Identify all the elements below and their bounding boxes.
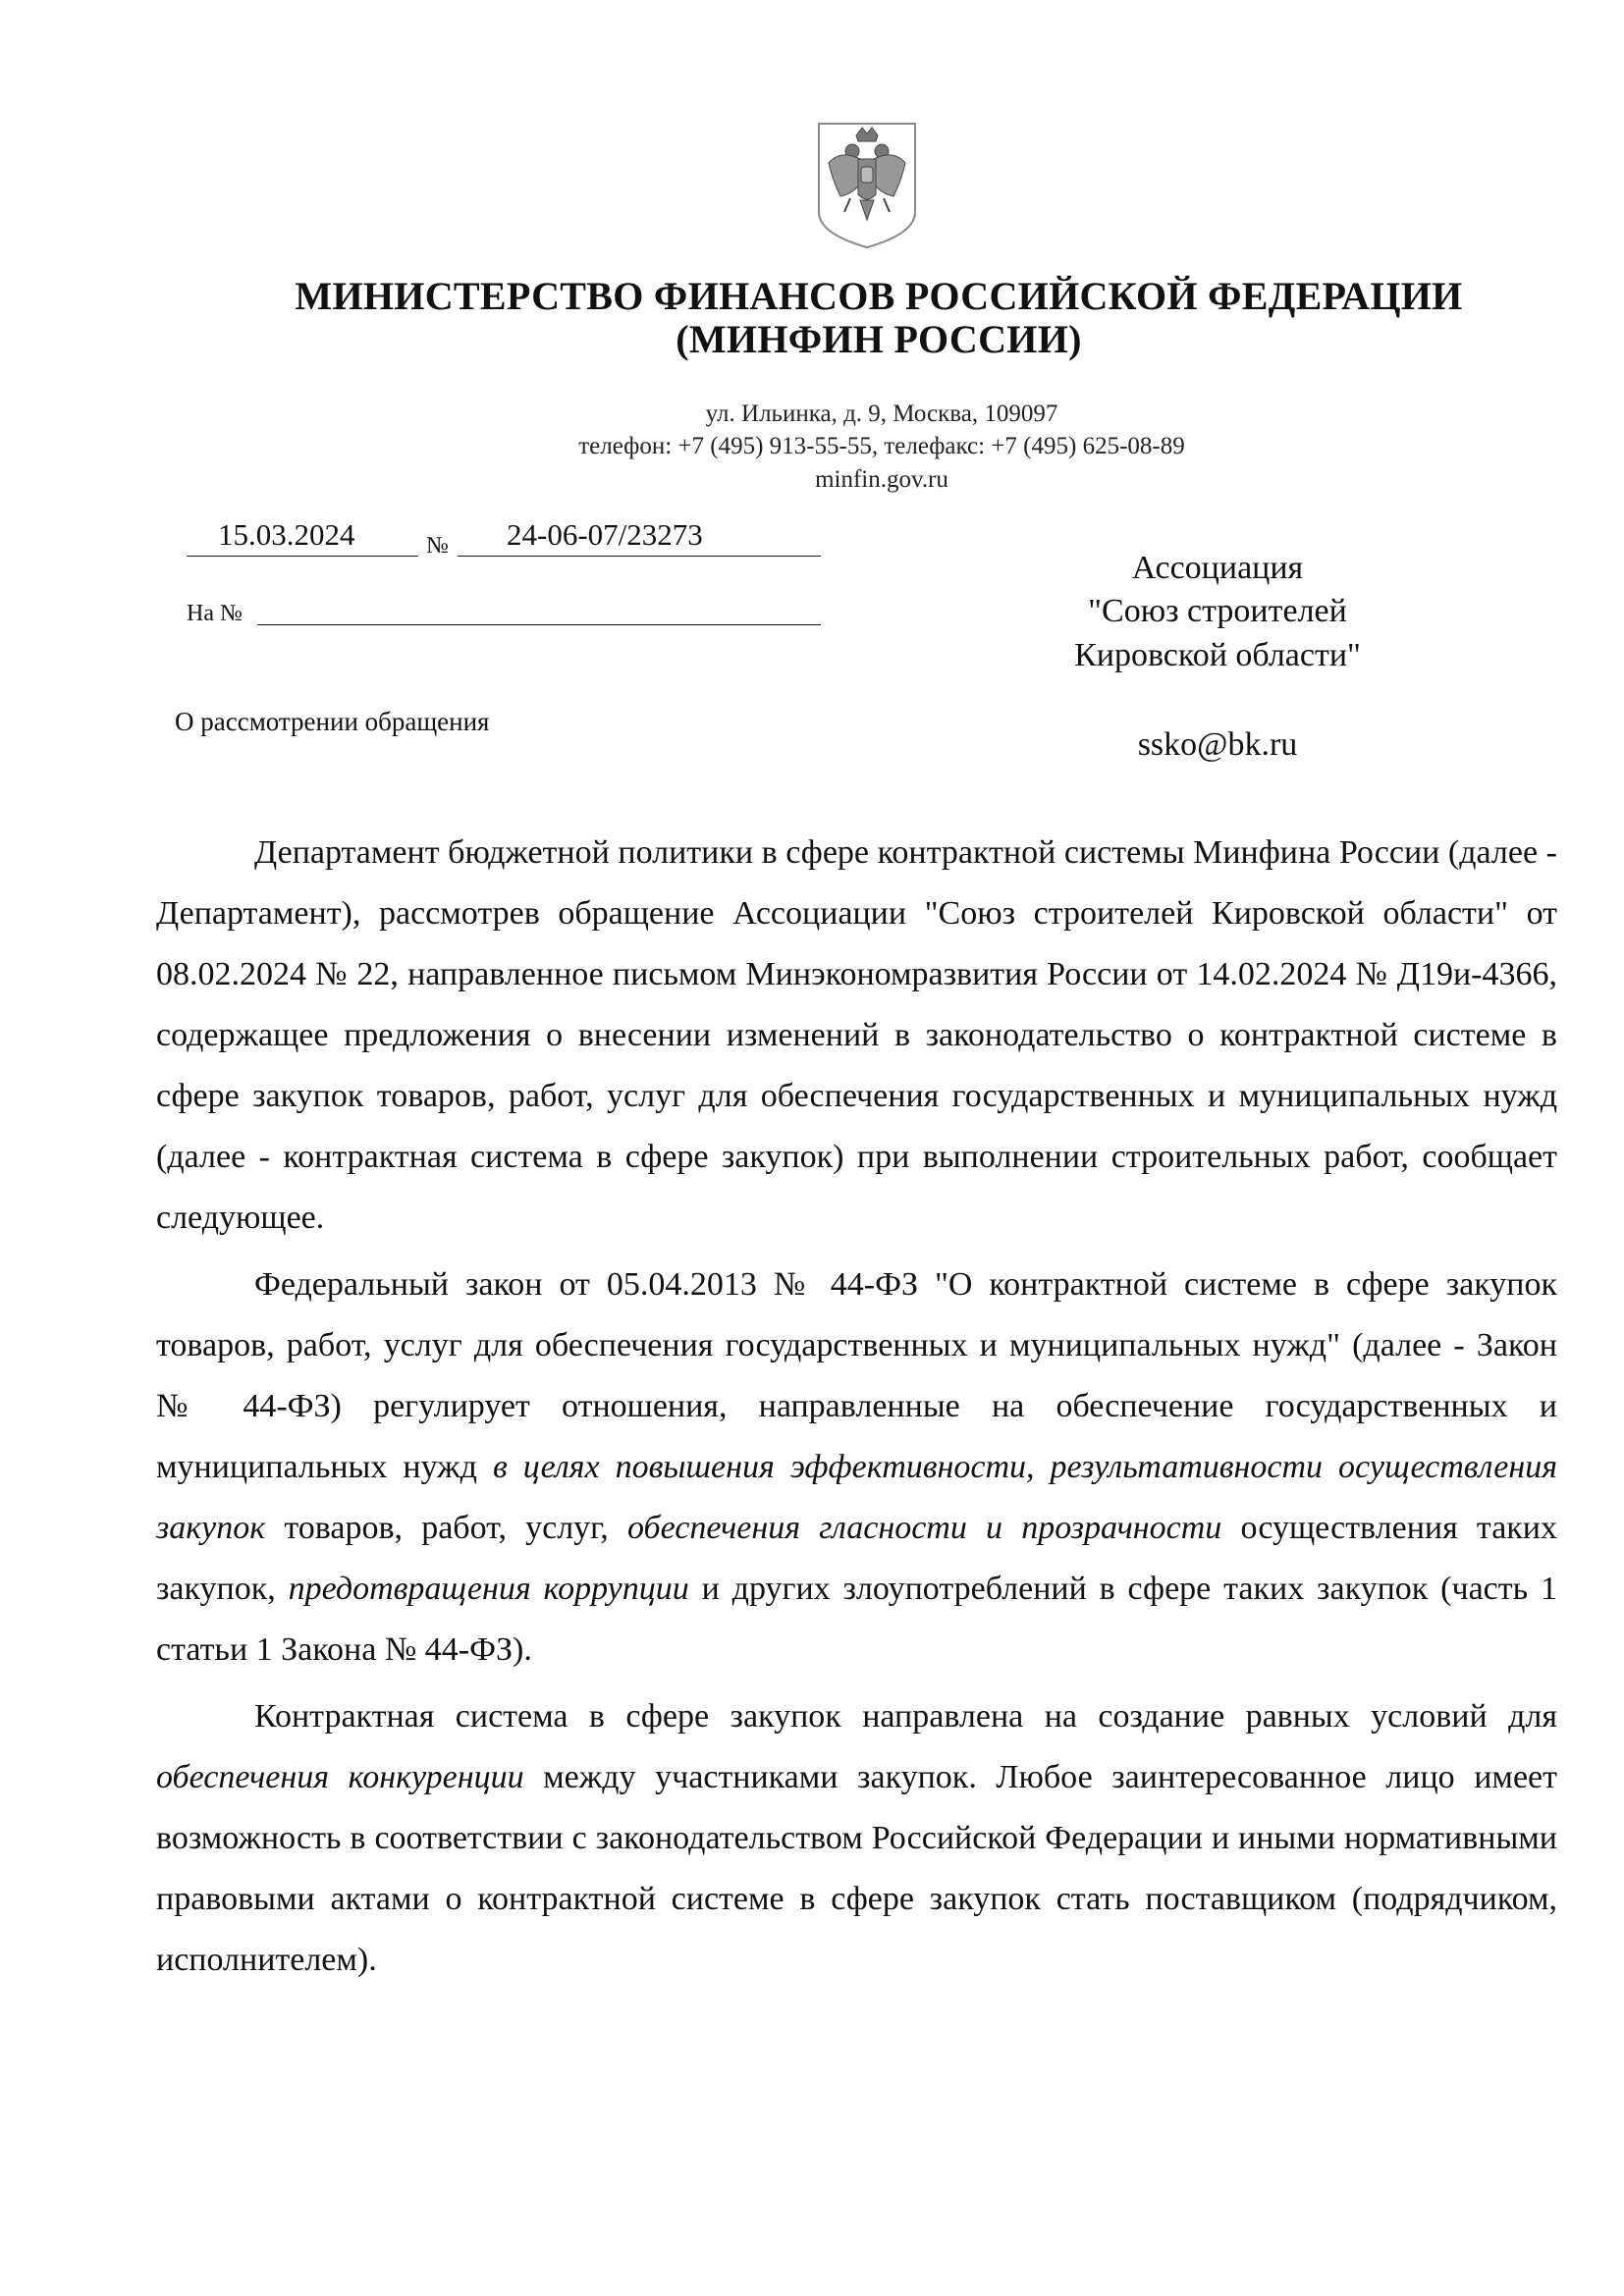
letter-subject: О рассмотрении обращения xyxy=(175,707,490,736)
paragraph-2-italic-1: в целях повышения эффективности, результативности осуществления закупок xyxy=(156,1449,1557,1546)
date-underline xyxy=(187,556,418,557)
number-underline xyxy=(458,556,821,557)
ministry-phones: телефон: +7 (495) 913-55-55, телефакс: +7 (495) 625-08-89 xyxy=(578,433,1185,459)
ministry-address: ул. Ильинка, д. 9, Москва, 109097 xyxy=(705,400,1058,427)
ministry-name: МИНИСТЕРСТВО ФИНАНСОВ РОССИЙСКОЙ ФЕДЕРАЦИИ xyxy=(295,274,1463,318)
recipient-email: ssko@bk.ru xyxy=(1137,726,1298,763)
document-number: 24-06-07/23273 xyxy=(507,517,703,552)
reply-to-underline xyxy=(257,624,821,625)
recipient-line2: "Союз строителей xyxy=(1088,593,1347,629)
letter-body xyxy=(156,823,1557,1991)
number-sign: № xyxy=(426,533,449,559)
ministry-short-name: (МИНФИН РОССИИ) xyxy=(676,317,1082,361)
coat-of-arms-emblem xyxy=(811,118,923,251)
paragraph-2-italic-3: предотвращения коррупции xyxy=(288,1571,689,1607)
paragraph-2-italic-2: обеспечения гласности и прозрачности xyxy=(626,1510,1222,1546)
paragraph-3-italic-1: обеспечения конкуренции xyxy=(156,1759,524,1795)
paragraph-2-text-d: и других злоупотреблений в сфере таких закупок (часть 1 статьи 1 Закона № 44-ФЗ). xyxy=(156,1571,1557,1668)
paragraph-2-text-a: Федеральный закон от 05.04.2013 № 44-ФЗ "О контрактной системе в сфере закупок товаров, работ, услуг для обеспечения государственных и муниципальных нужд" (далее - Закон № 44-ФЗ) регулирует отношения, направленные на обеспечение государственных и муниципальных нужд xyxy=(156,1266,1557,1485)
paragraph-3-text-a: Контрактная система в сфере закупок направлена на создание равных условий для xyxy=(254,1698,1557,1735)
paragraph-1: Департамент бюджетной политики в сфере контрактной системы Минфина России (далее - Департамент), рассмотрев обращение Ассоциации "Союз строителей Кировской области" от 08.02.2024 № 22, направленное письмом Минэкономразвития России от 14.02.2024 № Д19и-4366, содержащее предложения о внесении изменений в законодательство о контрактной системе в сфере закупок товаров, работ, услуг для обеспечения государственных и муниципальных нужд (далее - контрактная система в сфере закупок) при выполнении строительных работ, сообщает следующее. xyxy=(156,834,1557,1236)
document-date: 15.03.2024 xyxy=(218,517,355,552)
paragraph-2 xyxy=(156,1255,1557,1681)
paragraph-2-text-c: осуществления таких закупок, xyxy=(156,1510,1558,1607)
paragraph-3-text-b: между участниками закупок. Любое заинтересованное лицо имеет возможность в соответствии с законодательством Российской Федерации и иными нормативными правовыми актами о контрактной системе в сфере закупок стать поставщиком (подрядчиком, исполнителем). xyxy=(156,1759,1557,1978)
recipient-line3: Кировской области" xyxy=(1074,637,1361,673)
recipient-line1: Ассоциация xyxy=(1131,550,1304,586)
paragraph-3 xyxy=(156,1686,1557,1991)
ministry-website: minfin.gov.ru xyxy=(815,466,948,493)
paragraph-2-text-b: товаров, работ, услуг, xyxy=(265,1510,627,1546)
reply-to-label: На № xyxy=(187,601,243,626)
